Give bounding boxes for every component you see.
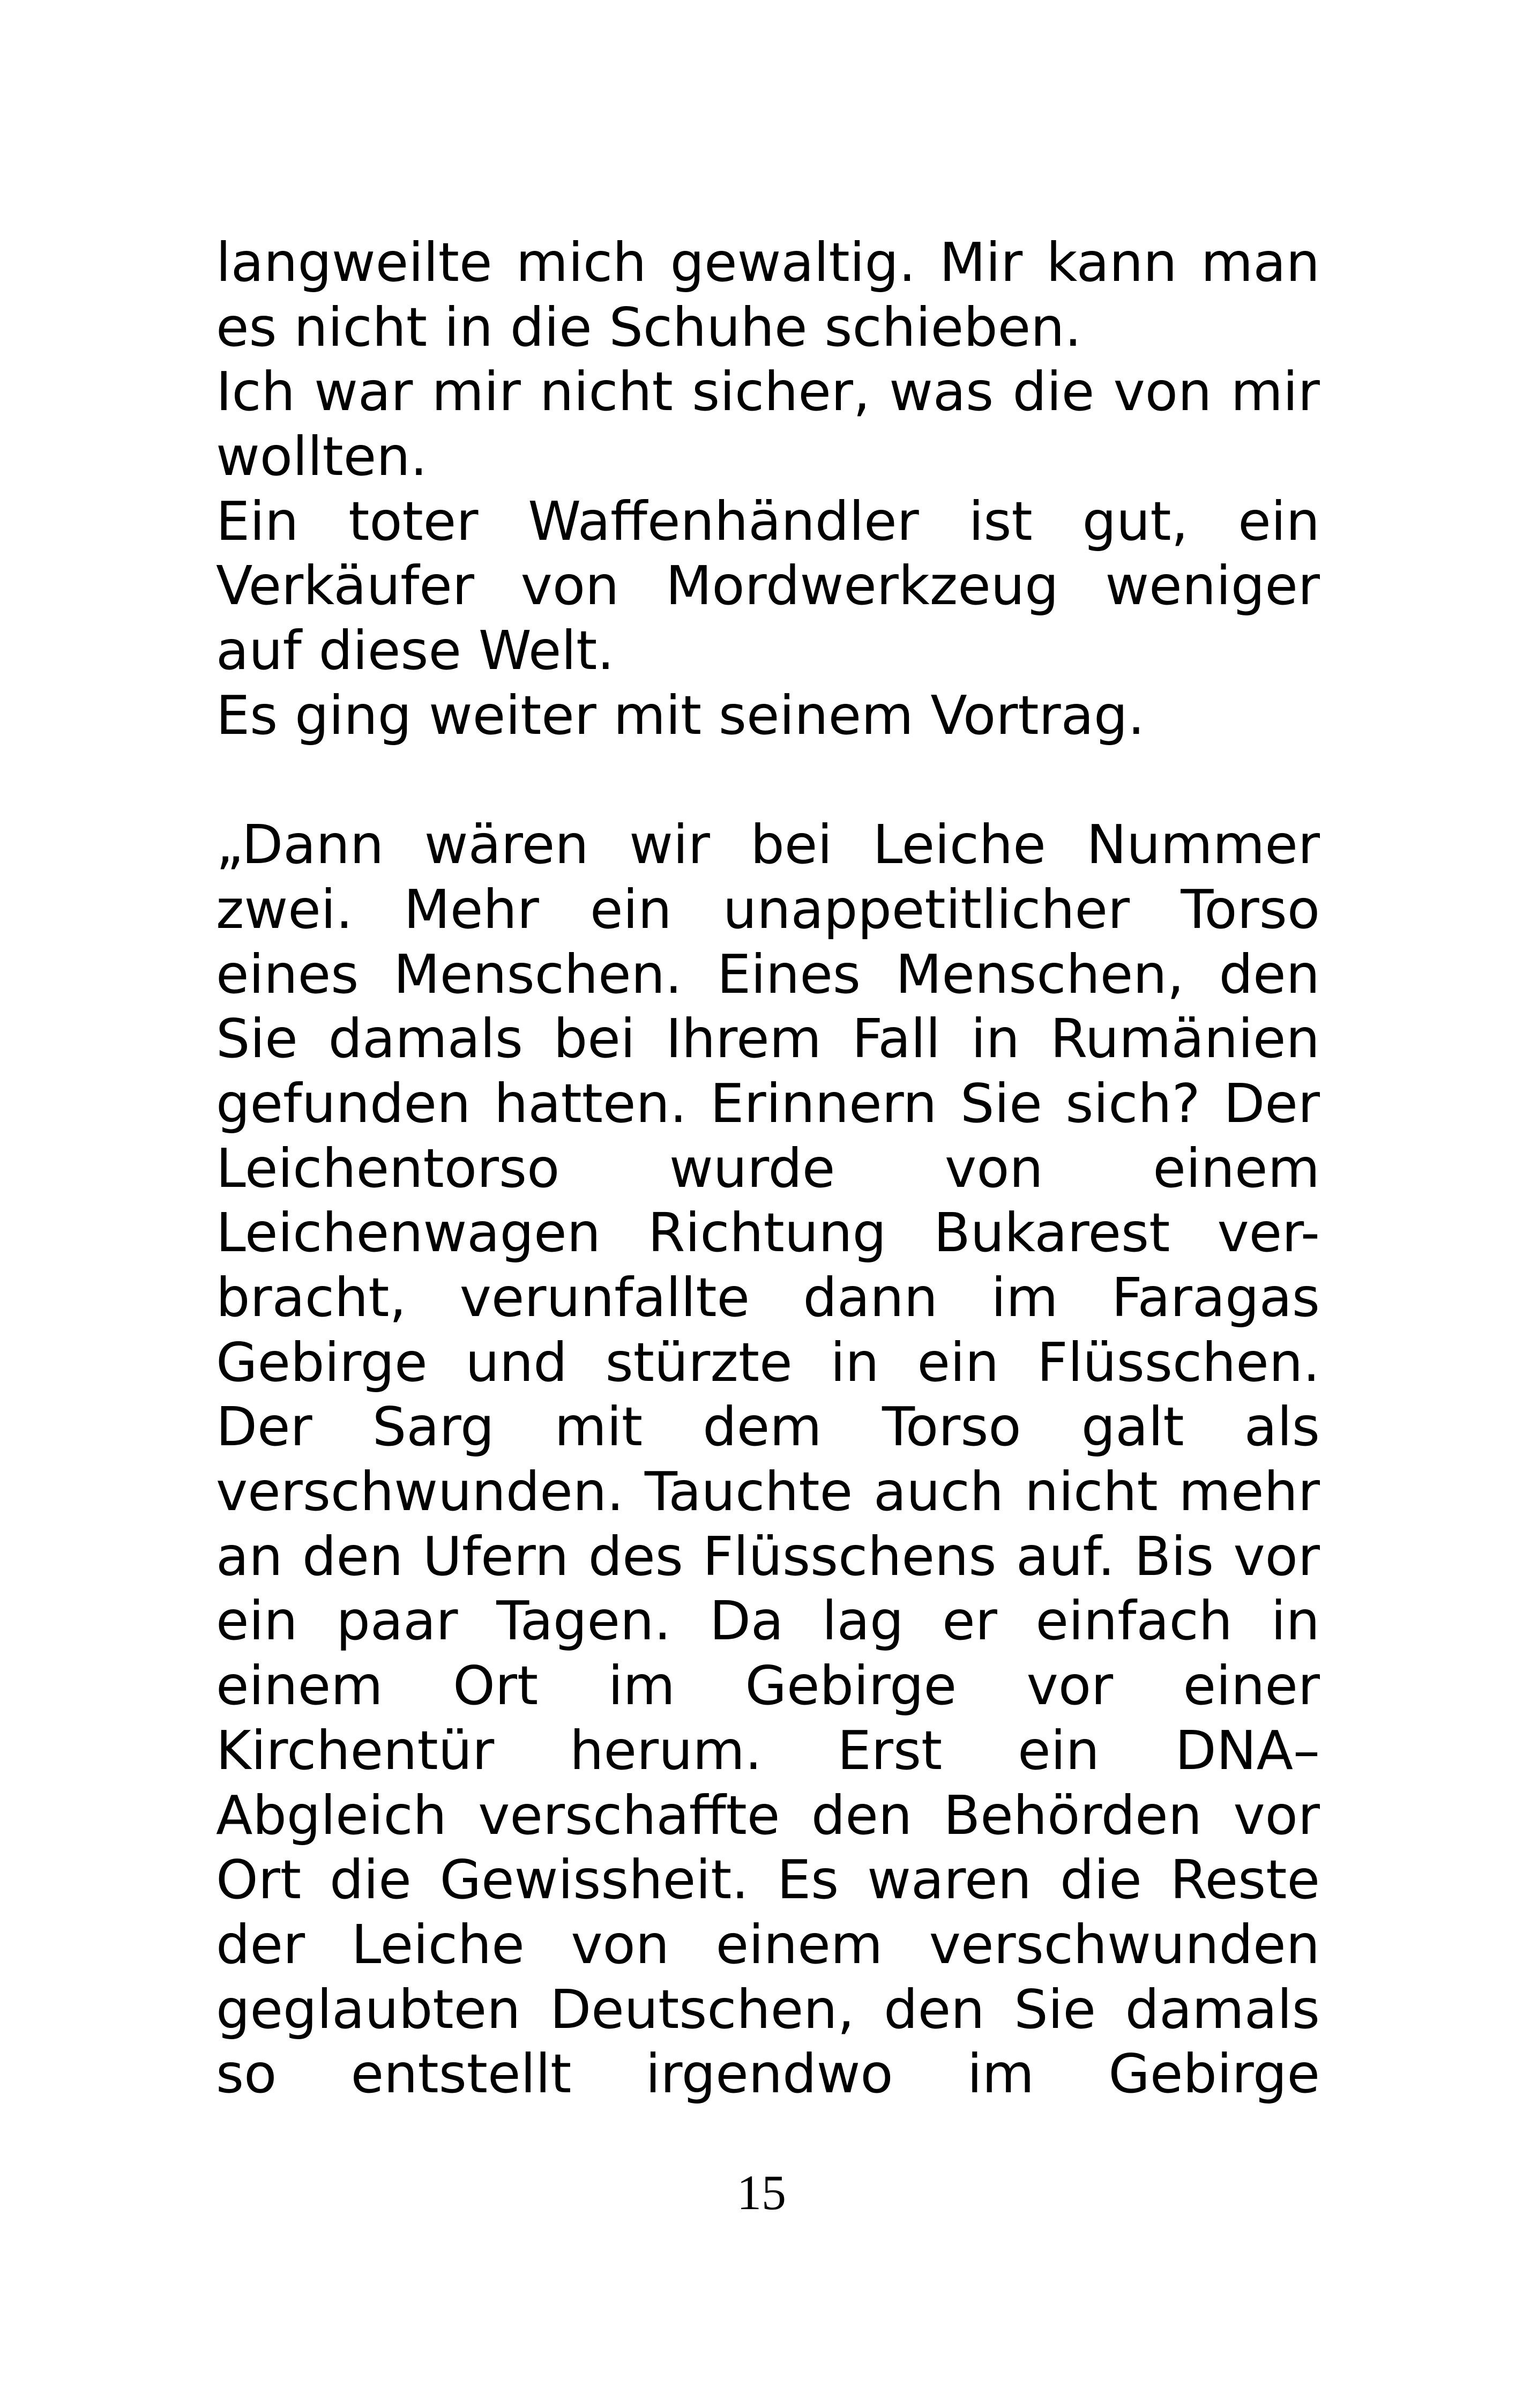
text-line: der Leiche von einem verschwunden <box>216 1913 1320 1976</box>
text-line: verschwunden. Tauchte auch nicht mehr <box>216 1460 1320 1523</box>
text-line: zwei. Mehr ein unappetitlicher Torso <box>216 878 1320 941</box>
text-line: Leichenwagen Richtung Bukarest ver- <box>216 1201 1320 1265</box>
text-line: es nicht in die Schuhe schieben. <box>216 295 1082 359</box>
text-line: Leichentorso wurde von einem <box>216 1136 1320 1200</box>
text-line: ein paar Tagen. Da lag er einfach in <box>216 1589 1320 1653</box>
text-line: Verkäufer von Mordwerkzeug weniger <box>216 554 1320 618</box>
text-line: Kirchentür herum. Erst ein DNA– <box>216 1719 1320 1782</box>
text-line: eines Menschen. Eines Menschen, den <box>216 942 1320 1006</box>
text-line: einem Ort im Gebirge vor einer <box>216 1654 1320 1718</box>
text-line: wollten. <box>216 425 428 488</box>
text-line: Ort die Gewissheit. Es waren die Reste <box>216 1848 1320 1912</box>
text-line: Sie damals bei Ihrem Fall in Rumänien <box>216 1007 1320 1071</box>
text-line: geglaubten Deutschen, den Sie damals <box>216 1978 1320 2041</box>
text-line: Gebirge und stürzte in ein Flüsschen. <box>216 1331 1320 1394</box>
text-line: auf diese Welt. <box>216 619 615 682</box>
body-text <box>216 231 1320 2107</box>
text-line: gefunden hatten. Erinnern Sie sich? Der <box>216 1072 1320 1135</box>
text-line: langweilte mich gewaltig. Mir kann man <box>216 231 1320 294</box>
text-line: an den Ufern des Flüsschens auf. Bis vor <box>216 1525 1320 1588</box>
text-line: bracht, verunfallte dann im Faragas <box>216 1266 1320 1329</box>
paragraph-gap <box>216 748 1320 813</box>
text-line: Es ging weiter mit seinem Vortrag. <box>216 683 1145 747</box>
text-line: „Dann wären wir bei Leiche Nummer <box>216 813 1320 876</box>
page-number: 15 <box>737 2165 786 2220</box>
text-line: Der Sarg mit dem Torso galt als <box>216 1395 1320 1459</box>
text-line: Ich war mir nicht sicher, was die von mir <box>216 360 1320 423</box>
text-line: Abgleich verschaffte den Behörden vor <box>216 1783 1320 1847</box>
text-line: Ein toter Waffenhändler ist gut, ein <box>216 489 1320 553</box>
text-line: so entstellt irgendwo im Gebirge <box>216 2042 1320 2106</box>
